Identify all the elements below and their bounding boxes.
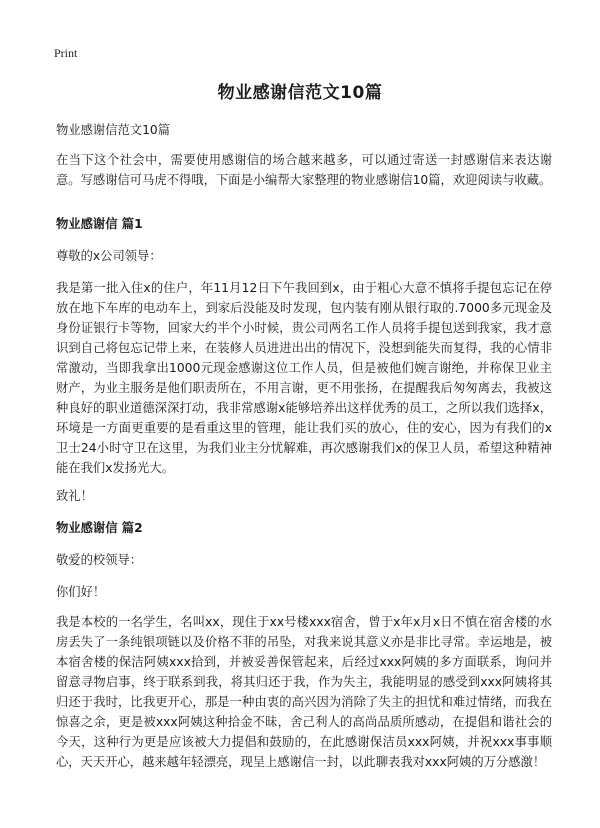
greeting-2: 你们好！ — [56, 585, 106, 599]
closing-1: 致礼！ — [56, 489, 93, 503]
page-title: 物业感谢信范文10篇 — [217, 83, 383, 103]
letter-body-2: 我是本校的一名学生，名叫xx，现住于xx号楼xxx宿舍，曾于x年x月x日不慎在宿舍楼的水房丢失了一条纯银项链以及价格不菲的吊坠，对我来说其意义亦是非比寻常。幸运地是，被本宿舍楼的保洁阿姨xxx拾到，并被妥善保管起来，后经过xxx阿姨的多方面联系，询问并留意寻物启事，终于联系到我，将其归还于我，作为失主，我能明显的感受到xxx阿姨将其归还于我时，比我更开心，那是一种由衷的高兴因为消除了失主的担忧和难过情绪，而我在惊喜之余，更是被xxx阿姨这种拾金不昧，舍己利人的高尚品质所感动，在提倡和谐社会的今天，这种行为更是应该被大力提倡和鼓励的，在此感谢保洁员xxx阿姨，并祝xxx事事顺心，天天开心，越来越年轻漂亮，现呈上感谢信一封，以此聊表我对xxx阿姨的万分感激！ — [56, 615, 552, 769]
print-link[interactable]: Print — [54, 46, 78, 60]
intro-paragraph: 在当下这个社会中，需要使用感谢信的场合越来越多，可以通过寄送一封感谢信来表达谢意。写感谢信可马虎不得哦，下面是小编帮大家整理的物业感谢信10篇，欢迎阅读与收藏。 — [56, 153, 552, 187]
salutation-2: 敬爱的校领导： — [56, 553, 143, 567]
section-heading-2: 物业感谢信 篇2 — [56, 521, 143, 535]
section-heading-1: 物业感谢信 篇1 — [56, 217, 143, 231]
letter-body-1: 我是第一批入住x的住户，年11月12日下午我回到x，由于粗心大意不慎将手提包忘记在停放在地下车库的电动车上，到家后没能及时发现，包内装有刚从银行取的.7000多元现金及身份证银行卡等物，回家大约半个小时候，贵公司两名工作人员将手提包送到我家，我才意识到自己将包忘记带上来，在装修人员进进出出的情况下，没想到能失而复得，我的心情非常激动，当即我拿出1000元现金感谢这位工作人员，但是被他们婉言谢绝，并称保卫业主财产，为业主服务是他们职责所在，不用言谢，更不用张扬，在提醒我后匆匆离去，我被这种良好的职业道德深深打动，我非常感谢x能够培养出这样优秀的员工，之所以我们选择x，环境是一方面更重要的是看重这里的管理，能让我们买的放心，住的安心，因为有我们的x卫士24小时守卫在这里，为我们业主分忧解难，再次感谢我们x的保卫人员，希望这种精神能在我们x发扬光大。 — [56, 281, 552, 475]
document-subtitle: 物业感谢信范文10篇 — [56, 123, 171, 137]
salutation-1: 尊敬的x公司领导： — [56, 249, 162, 263]
